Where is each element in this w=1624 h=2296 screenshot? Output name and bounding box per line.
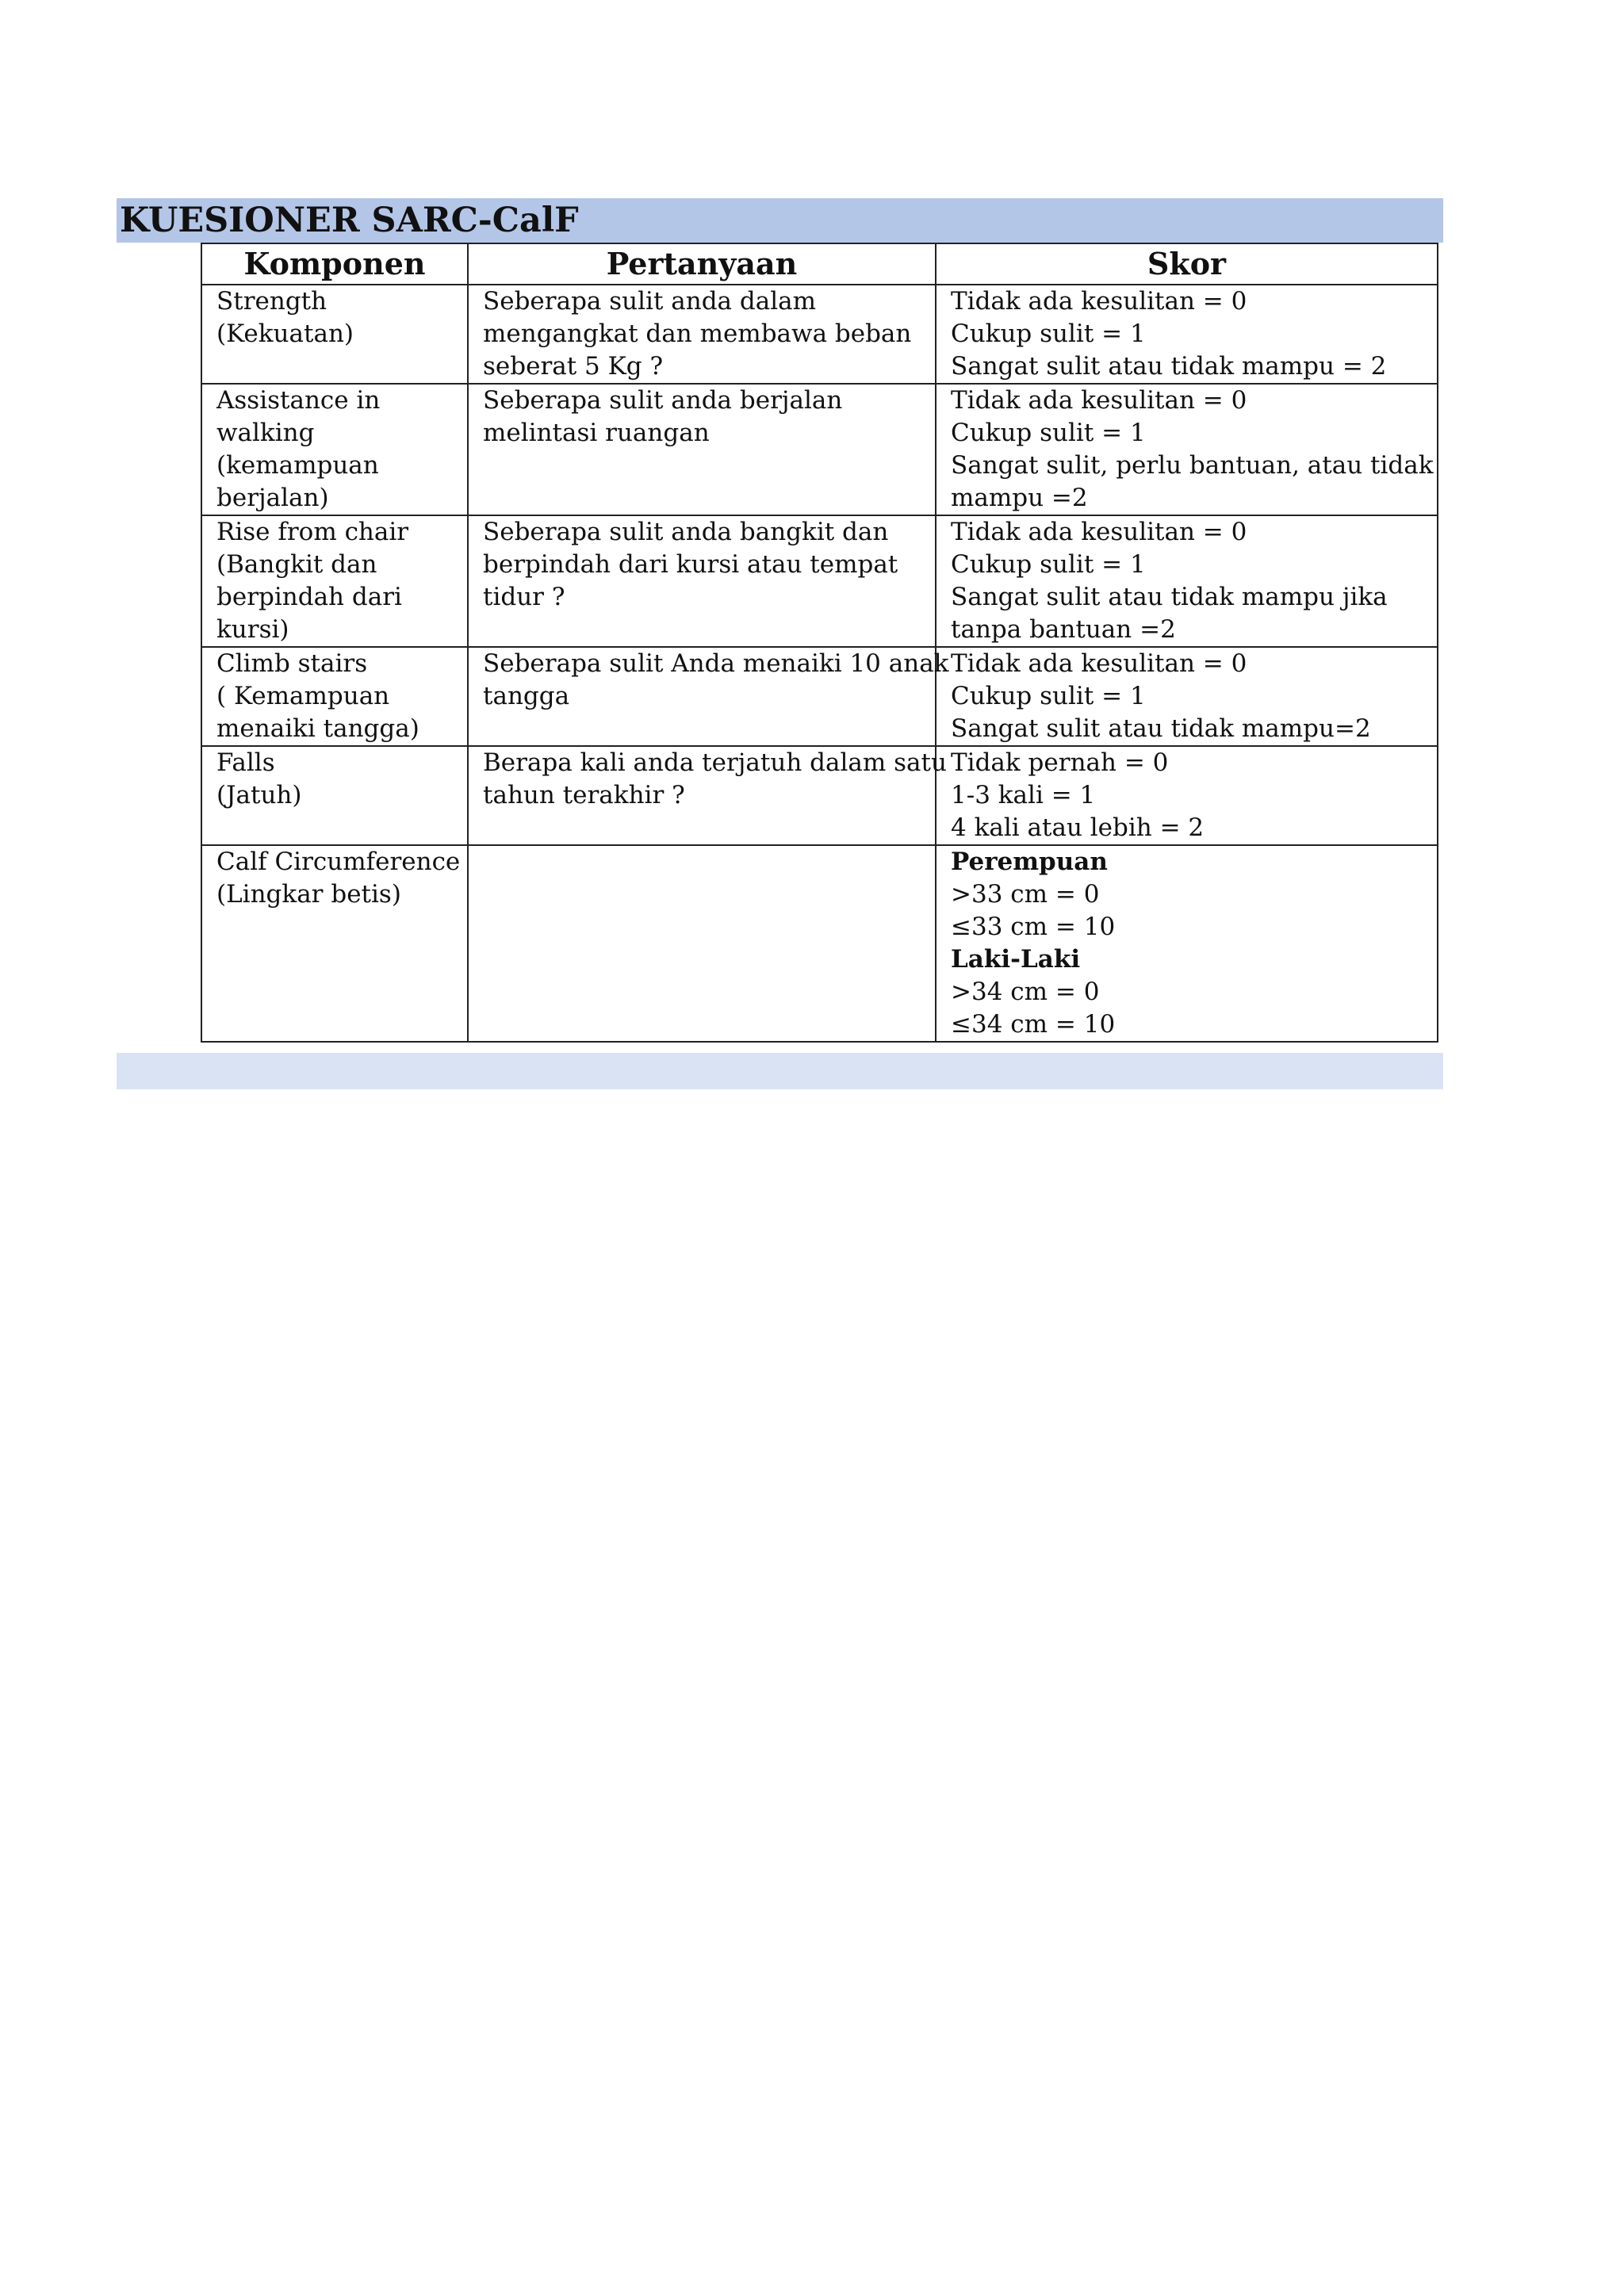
cell-skor: Tidak ada kesulitan = 0 Cukup sulit = 1 Sangat sulit atau tidak mampu = 2 — [936, 285, 1438, 384]
cell-pertanyaan: Seberapa sulit anda berjalan melintasi ruangan — [468, 384, 936, 515]
header-komponen: Komponen — [201, 243, 468, 285]
questionnaire-table — [201, 243, 1438, 1043]
table-header-row — [201, 243, 1438, 285]
cell-pertanyaan: Berapa kali anda terjatuh dalam satu tahun terakhir ? — [468, 746, 936, 845]
table-row — [201, 647, 1438, 746]
male-label: Laki-Laki — [951, 945, 1081, 974]
cell-pertanyaan: Seberapa sulit anda dalam mengangkat dan membawa beban seberat 5 Kg ? — [468, 285, 936, 384]
cell-komponen: Assistance in walking (kemampuan berjalan) — [201, 384, 468, 515]
header-skor: Skor — [936, 243, 1438, 285]
cell-komponen: Climb stairs ( Kemampuan menaiki tangga) — [201, 647, 468, 746]
footer-bar — [117, 1053, 1443, 1089]
table-row — [201, 746, 1438, 845]
header-pertanyaan: Pertanyaan — [468, 243, 936, 285]
cell-skor: Tidak ada kesulitan = 0 Cukup sulit = 1 Sangat sulit, perlu bantuan, atau tidak mampu =2 — [936, 384, 1438, 515]
female-label: Perempuan — [951, 848, 1108, 876]
cell-skor: Perempuan >33 cm = 0 ≤33 cm = 10 Laki-Laki >34 cm = 0 ≤34 cm = 10 — [936, 845, 1438, 1042]
cell-pertanyaan: Seberapa sulit anda bangkit dan berpindah dari kursi atau tempat tidur ? — [468, 515, 936, 647]
cell-pertanyaan — [468, 845, 936, 1042]
cell-pertanyaan: Seberapa sulit Anda menaiki 10 anak tangga — [468, 647, 936, 746]
page-title: KUESIONER SARC-CalF — [120, 201, 579, 240]
cell-skor: Tidak ada kesulitan = 0 Cukup sulit = 1 Sangat sulit atau tidak mampu=2 — [936, 647, 1438, 746]
cell-komponen: Rise from chair (Bangkit dan berpindah dari kursi) — [201, 515, 468, 647]
cell-skor: Tidak ada kesulitan = 0 Cukup sulit = 1 Sangat sulit atau tidak mampu jika tanpa bantuan =2 — [936, 515, 1438, 647]
cell-komponen: Calf Circumference (Lingkar betis) — [201, 845, 468, 1042]
table-row — [201, 384, 1438, 515]
cell-komponen: Strength (Kekuatan) — [201, 285, 468, 384]
table-row — [201, 845, 1438, 1042]
table-row — [201, 515, 1438, 647]
title-bar — [117, 198, 1443, 243]
table-row — [201, 285, 1438, 384]
cell-skor: Tidak pernah = 0 1-3 kali = 1 4 kali atau lebih = 2 — [936, 746, 1438, 845]
cell-komponen: Falls (Jatuh) — [201, 746, 468, 845]
